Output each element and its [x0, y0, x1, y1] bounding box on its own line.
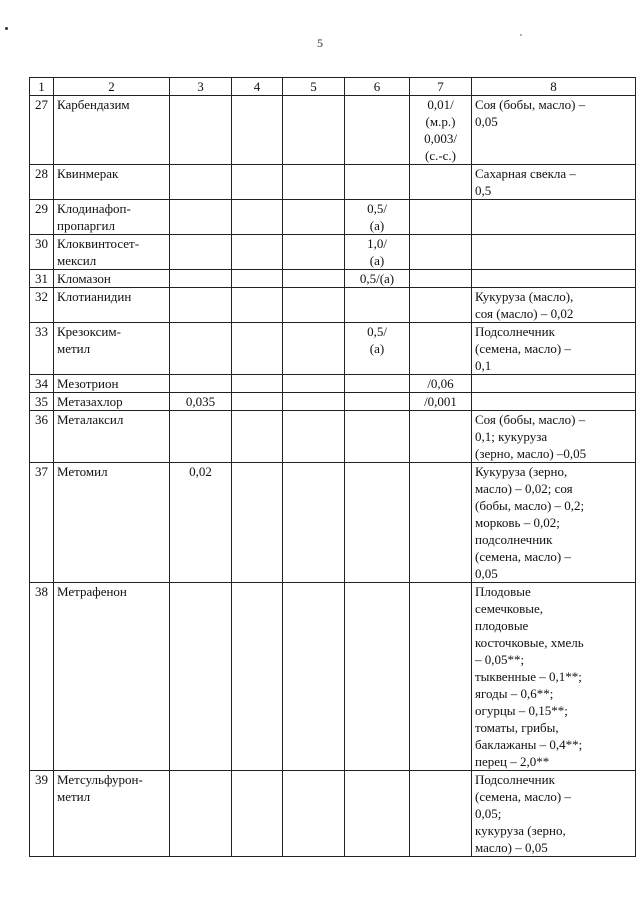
value-col-3-cell — [170, 200, 232, 235]
row-number-cell: 36 — [30, 411, 54, 463]
row-number-cell: 31 — [30, 270, 54, 288]
table-body — [30, 96, 636, 857]
row-number-cell: 29 — [30, 200, 54, 235]
table-row — [30, 288, 636, 323]
table-row — [30, 165, 636, 200]
value-col-6-cell — [345, 288, 410, 323]
substance-name-cell: Метсульфурон- метил — [54, 771, 170, 857]
value-col-4-cell — [232, 323, 283, 375]
residue-limits-cell: Подсолнечник (семена, масло) – 0,1 — [472, 323, 636, 375]
residue-limits-cell — [472, 270, 636, 288]
value-col-7-cell: /0,06 — [410, 375, 472, 393]
substance-name-cell: Клоквинтосет- мексил — [54, 235, 170, 270]
value-col-6-cell: 0,5/ (а) — [345, 323, 410, 375]
value-col-3-cell — [170, 411, 232, 463]
value-col-5-cell — [283, 235, 345, 270]
value-col-4-cell — [232, 393, 283, 411]
table-row — [30, 411, 636, 463]
substance-name-cell: Метрафенон — [54, 583, 170, 771]
value-col-3-cell — [170, 288, 232, 323]
value-col-6-cell — [345, 411, 410, 463]
scan-speck — [5, 27, 8, 30]
value-col-3-cell — [170, 583, 232, 771]
table-row — [30, 393, 636, 411]
value-col-6-cell — [345, 771, 410, 857]
value-col-7-cell — [410, 323, 472, 375]
value-col-7-cell: /0,001 — [410, 393, 472, 411]
table-row — [30, 323, 636, 375]
value-col-5-cell — [283, 323, 345, 375]
value-col-7-cell — [410, 235, 472, 270]
value-col-7-cell — [410, 411, 472, 463]
table-row — [30, 235, 636, 270]
row-number-cell: 28 — [30, 165, 54, 200]
value-col-6-cell — [345, 463, 410, 583]
value-col-5-cell — [283, 463, 345, 583]
value-col-5-cell — [283, 771, 345, 857]
substance-name-cell: Крезоксим- метил — [54, 323, 170, 375]
value-col-4-cell — [232, 165, 283, 200]
value-col-3-cell — [170, 165, 232, 200]
residue-limits-cell: Кукуруза (зерно, масло) – 0,02; соя (бобы, масло) – 0,2; морковь – 0,02; подсолнечник (семена, масло) – 0,05 — [472, 463, 636, 583]
value-col-4-cell — [232, 375, 283, 393]
value-col-3-cell — [170, 771, 232, 857]
value-col-6-cell — [345, 583, 410, 771]
table-row — [30, 200, 636, 235]
value-col-3-cell: 0,02 — [170, 463, 232, 583]
row-number-cell: 34 — [30, 375, 54, 393]
table-header-row — [30, 78, 636, 96]
value-col-5-cell — [283, 411, 345, 463]
substance-name-cell: Клотианидин — [54, 288, 170, 323]
value-col-4-cell — [232, 411, 283, 463]
column-header: 4 — [232, 78, 283, 96]
table-row — [30, 771, 636, 857]
scan-speck — [520, 34, 522, 36]
row-number-cell: 27 — [30, 96, 54, 165]
value-col-5-cell — [283, 583, 345, 771]
residue-limits-cell — [472, 200, 636, 235]
value-col-7-cell — [410, 463, 472, 583]
value-col-6-cell — [345, 375, 410, 393]
value-col-4-cell — [232, 96, 283, 165]
substance-name-cell: Кломазон — [54, 270, 170, 288]
column-header: 6 — [345, 78, 410, 96]
column-header: 2 — [54, 78, 170, 96]
value-col-3-cell — [170, 96, 232, 165]
value-col-7-cell: 0,01/ (м.р.) 0,003/ (с.-с.) — [410, 96, 472, 165]
value-col-3-cell — [170, 270, 232, 288]
value-col-7-cell — [410, 288, 472, 323]
value-col-6-cell — [345, 165, 410, 200]
value-col-7-cell — [410, 583, 472, 771]
table-row — [30, 583, 636, 771]
value-col-4-cell — [232, 771, 283, 857]
substance-name-cell: Мезотрион — [54, 375, 170, 393]
column-header: 3 — [170, 78, 232, 96]
value-col-6-cell — [345, 393, 410, 411]
residue-limits-cell: Соя (бобы, масло) – 0,1; кукуруза (зерно, масло) –0,05 — [472, 411, 636, 463]
value-col-5-cell — [283, 288, 345, 323]
residue-limits-cell — [472, 235, 636, 270]
row-number-cell: 30 — [30, 235, 54, 270]
value-col-3-cell — [170, 323, 232, 375]
substance-name-cell: Метомил — [54, 463, 170, 583]
value-col-4-cell — [232, 288, 283, 323]
column-header: 5 — [283, 78, 345, 96]
row-number-cell: 35 — [30, 393, 54, 411]
residue-limits-cell: Кукуруза (масло), соя (масло) – 0,02 — [472, 288, 636, 323]
value-col-5-cell — [283, 96, 345, 165]
row-number-cell: 38 — [30, 583, 54, 771]
substance-name-cell: Карбендазим — [54, 96, 170, 165]
value-col-7-cell — [410, 270, 472, 288]
value-col-5-cell — [283, 270, 345, 288]
table-row — [30, 96, 636, 165]
table-row — [30, 270, 636, 288]
value-col-3-cell — [170, 375, 232, 393]
value-col-6-cell: 1,0/ (а) — [345, 235, 410, 270]
value-col-5-cell — [283, 393, 345, 411]
residue-limits-cell: Сахарная свекла – 0,5 — [472, 165, 636, 200]
substance-name-cell: Метазахлор — [54, 393, 170, 411]
value-col-6-cell: 0,5/(а) — [345, 270, 410, 288]
table-row — [30, 375, 636, 393]
value-col-3-cell: 0,035 — [170, 393, 232, 411]
substance-name-cell: Металаксил — [54, 411, 170, 463]
value-col-6-cell — [345, 96, 410, 165]
row-number-cell: 37 — [30, 463, 54, 583]
value-col-4-cell — [232, 270, 283, 288]
value-col-5-cell — [283, 200, 345, 235]
residue-limits-cell: Соя (бобы, масло) – 0,05 — [472, 96, 636, 165]
value-col-4-cell — [232, 235, 283, 270]
value-col-3-cell — [170, 235, 232, 270]
page-number: 5 — [317, 36, 323, 50]
value-col-7-cell — [410, 200, 472, 235]
column-header: 1 — [30, 78, 54, 96]
value-col-4-cell — [232, 200, 283, 235]
value-col-7-cell — [410, 165, 472, 200]
row-number-cell: 32 — [30, 288, 54, 323]
column-header: 8 — [472, 78, 636, 96]
residue-limits-cell: Подсолнечник (семена, масло) – 0,05; кукуруза (зерно, масло) – 0,05 — [472, 771, 636, 857]
row-number-cell: 39 — [30, 771, 54, 857]
row-number-cell: 33 — [30, 323, 54, 375]
residue-limits-cell — [472, 393, 636, 411]
residue-limits-cell — [472, 375, 636, 393]
value-col-4-cell — [232, 463, 283, 583]
substance-name-cell: Квинмерак — [54, 165, 170, 200]
value-col-6-cell: 0,5/ (а) — [345, 200, 410, 235]
pesticide-table — [29, 77, 636, 857]
value-col-5-cell — [283, 375, 345, 393]
residue-limits-cell: Плодовые семечковые, плодовые косточковые, хмель – 0,05**; тыквенные – 0,1**; ягоды – 0,6**; огурцы – 0,15**; томаты, грибы, баклажаны – 0,4**; перец – 2,0** — [472, 583, 636, 771]
column-header: 7 — [410, 78, 472, 96]
value-col-7-cell — [410, 771, 472, 857]
substance-name-cell: Клодинафоп- пропаргил — [54, 200, 170, 235]
value-col-5-cell — [283, 165, 345, 200]
table-row — [30, 463, 636, 583]
value-col-4-cell — [232, 583, 283, 771]
